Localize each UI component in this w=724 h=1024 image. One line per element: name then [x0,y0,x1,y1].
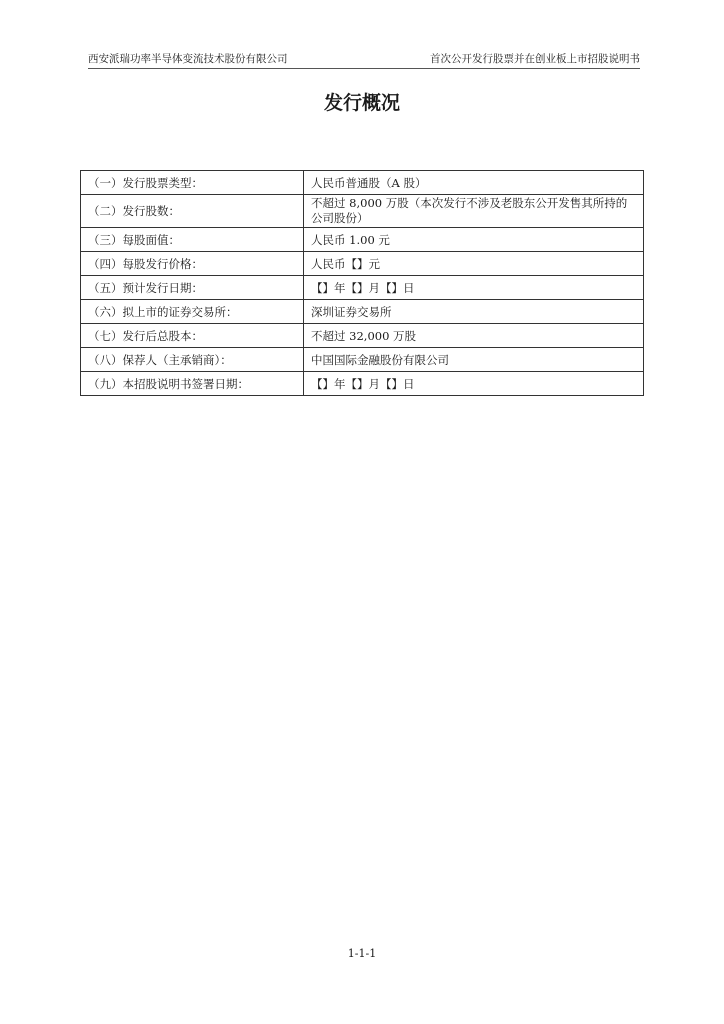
header-document-title: 首次公开发行股票并在创业板上市招股说明书 [430,53,640,65]
row-value: 中国国际金融股份有限公司 [304,348,644,372]
table-row [81,348,644,372]
row-label: （一）发行股票类型： [81,171,304,195]
row-label: （八）保荐人（主承销商）： [81,348,304,372]
table-row [81,372,644,396]
row-label: （三）每股面值： [81,228,304,252]
running-header [88,52,640,69]
row-label: （六）拟上市的证券交易所： [81,300,304,324]
table-row [81,195,644,228]
offering-overview-table [80,170,644,396]
table-row [81,252,644,276]
page-title: 发行概况 [323,92,400,114]
row-value: 【】年【】月【】日 [304,276,644,300]
table-row [81,300,644,324]
row-value: 深圳证券交易所 [304,300,644,324]
row-value: 不超过 8,000 万股（本次发行不涉及老股东公开发售其所持的公司股份） [304,195,644,228]
table-row [81,171,644,195]
row-label: （七）发行后总股本： [81,324,304,348]
row-label: （四）每股发行价格： [81,252,304,276]
table-row [81,228,644,252]
table-row [81,276,644,300]
row-value: 人民币【】元 [304,252,644,276]
row-value: 人民币 1.00 元 [304,228,644,252]
row-label: （二）发行股数： [81,195,304,228]
row-value: 【】年【】月【】日 [304,372,644,396]
row-label: （九）本招股说明书签署日期： [81,372,304,396]
header-company-name: 西安派瑞功率半导体变流技术股份有限公司 [88,53,288,65]
page-number: 1-1-1 [347,947,377,960]
row-value: 人民币普通股（A 股） [304,171,644,195]
row-label: （五）预计发行日期： [81,276,304,300]
row-value: 不超过 32,000 万股 [304,324,644,348]
table-row [81,324,644,348]
